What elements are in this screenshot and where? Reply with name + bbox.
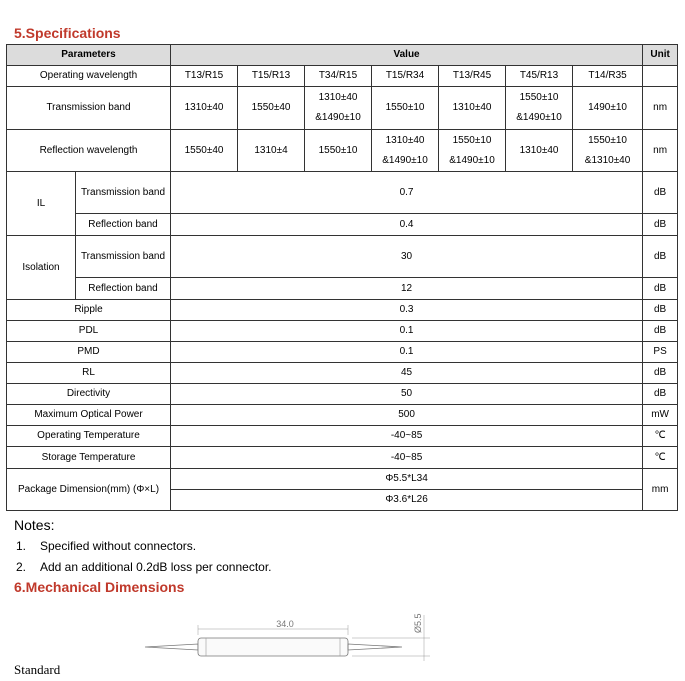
row-il-transmission bbox=[7, 172, 678, 214]
row-label: Maximum Optical Power bbox=[7, 405, 171, 426]
row-label: RL bbox=[7, 363, 171, 384]
left-fiber bbox=[145, 644, 198, 650]
value-cell: 50 bbox=[171, 384, 643, 405]
unit-cell: mm bbox=[643, 469, 678, 511]
value-cell: 1310±40 &1490±10 bbox=[305, 87, 372, 130]
row-label: Directivity bbox=[7, 384, 171, 405]
unit-cell: ℃ bbox=[643, 426, 678, 447]
group-label-il: IL bbox=[7, 172, 76, 236]
specifications-heading: 5.Specifications bbox=[14, 25, 121, 41]
unit-cell: dB bbox=[643, 214, 678, 236]
row-label: Ripple bbox=[7, 300, 171, 321]
row-label: Operating Temperature bbox=[7, 426, 171, 447]
row-label: Operating wavelength bbox=[7, 66, 171, 87]
row-label: PDL bbox=[7, 321, 171, 342]
notes-section bbox=[14, 517, 54, 533]
model-cell: T15/R34 bbox=[372, 66, 439, 87]
sub-label: Reflection band bbox=[76, 214, 171, 236]
row-operating-wavelength bbox=[7, 66, 678, 87]
list-item bbox=[16, 560, 272, 574]
table-row bbox=[7, 342, 678, 363]
table-row bbox=[7, 321, 678, 342]
unit-cell: dB bbox=[643, 300, 678, 321]
unit-cell: dB bbox=[643, 321, 678, 342]
unit-cell bbox=[643, 66, 678, 87]
unit-cell: dB bbox=[643, 236, 678, 278]
device-body bbox=[198, 638, 348, 656]
row-transmission-band bbox=[7, 87, 678, 130]
model-cell: T14/R35 bbox=[573, 66, 643, 87]
value-cell: 30 bbox=[171, 236, 643, 278]
model-cell: T13/R15 bbox=[171, 66, 238, 87]
model-cell: T15/R13 bbox=[238, 66, 305, 87]
value-cell: 1550±40 bbox=[238, 87, 305, 130]
value-cell: 1310±40 bbox=[506, 130, 573, 172]
model-cell: T13/R45 bbox=[439, 66, 506, 87]
value-cell: 1550±10 &1490±10 bbox=[506, 87, 573, 130]
notes-title: Notes: bbox=[14, 517, 55, 533]
note-number: 2. bbox=[16, 560, 27, 574]
standard-caption: Standard bbox=[14, 662, 61, 677]
length-label: 34.0 bbox=[276, 619, 294, 629]
header-parameters: Parameters bbox=[7, 45, 171, 66]
value-cell: 1550±10 &1310±40 bbox=[573, 130, 643, 172]
value-cell: 1490±10 bbox=[573, 87, 643, 130]
note-text: Add an additional 0.2dB loss per connector. bbox=[40, 560, 272, 574]
mechanical-dimensions-heading: 6.Mechanical Dimensions bbox=[14, 579, 185, 595]
header-unit: Unit bbox=[643, 45, 678, 66]
value-cell: 1310±40 &1490±10 bbox=[372, 130, 439, 172]
value-cell: 0.3 bbox=[171, 300, 643, 321]
value-cell: Φ5.5*L34 bbox=[171, 469, 643, 490]
value-cell: 12 bbox=[171, 278, 643, 300]
unit-cell: dB bbox=[643, 172, 678, 214]
unit-cell: dB bbox=[643, 278, 678, 300]
unit-cell: dB bbox=[643, 363, 678, 384]
table-row bbox=[7, 447, 678, 469]
unit-cell: PS bbox=[643, 342, 678, 363]
row-label: Storage Temperature bbox=[7, 447, 171, 469]
sub-label: Transmission band bbox=[76, 236, 171, 278]
value-cell: -40~85 bbox=[171, 426, 643, 447]
unit-cell: ℃ bbox=[643, 447, 678, 469]
specifications-table bbox=[6, 44, 678, 511]
unit-cell: nm bbox=[643, 87, 678, 130]
table-row bbox=[7, 363, 678, 384]
table-header-row bbox=[7, 45, 678, 66]
sub-label: Reflection band bbox=[76, 278, 171, 300]
table-row bbox=[7, 300, 678, 321]
value-cell: 1550±10 bbox=[305, 130, 372, 172]
row-label: Transmission band bbox=[7, 87, 171, 130]
unit-cell: dB bbox=[643, 384, 678, 405]
model-cell: T34/R15 bbox=[305, 66, 372, 87]
unit-cell: mW bbox=[643, 405, 678, 426]
value-cell: 0.4 bbox=[171, 214, 643, 236]
diameter-label: Ø5.5 bbox=[413, 613, 423, 633]
sub-label: Transmission band bbox=[76, 172, 171, 214]
row-label: Reflection wavelength bbox=[7, 130, 171, 172]
note-number: 1. bbox=[16, 539, 27, 553]
table-row bbox=[7, 405, 678, 426]
value-cell: 0.7 bbox=[171, 172, 643, 214]
row-label: Package Dimension(mm) (Φ×L) bbox=[7, 469, 171, 511]
value-cell: 0.1 bbox=[171, 321, 643, 342]
right-fiber bbox=[348, 644, 402, 650]
row-isolation-reflection bbox=[7, 278, 678, 300]
value-cell: Φ3.6*L26 bbox=[171, 490, 643, 511]
value-cell: 0.1 bbox=[171, 342, 643, 363]
table-row bbox=[7, 384, 678, 405]
value-cell: 1310±40 bbox=[439, 87, 506, 130]
list-item bbox=[16, 539, 196, 553]
value-cell: 45 bbox=[171, 363, 643, 384]
value-cell: 1550±10 bbox=[372, 87, 439, 130]
header-value: Value bbox=[171, 45, 643, 66]
group-label-isolation: Isolation bbox=[7, 236, 76, 300]
value-cell: 1550±10 &1490±10 bbox=[439, 130, 506, 172]
value-cell: 1310±4 bbox=[238, 130, 305, 172]
model-cell: T45/R13 bbox=[506, 66, 573, 87]
unit-cell: nm bbox=[643, 130, 678, 172]
note-text: Specified without connectors. bbox=[40, 539, 197, 553]
table-row bbox=[7, 426, 678, 447]
row-isolation-transmission bbox=[7, 236, 678, 278]
value-cell: -40~85 bbox=[171, 447, 643, 469]
row-reflection-wavelength bbox=[7, 130, 678, 172]
value-cell: 1310±40 bbox=[171, 87, 238, 130]
row-il-reflection bbox=[7, 214, 678, 236]
value-cell: 500 bbox=[171, 405, 643, 426]
row-label: PMD bbox=[7, 342, 171, 363]
row-package-dimension bbox=[7, 469, 678, 490]
mechanical-drawing bbox=[140, 605, 440, 667]
value-cell: 1550±40 bbox=[171, 130, 238, 172]
